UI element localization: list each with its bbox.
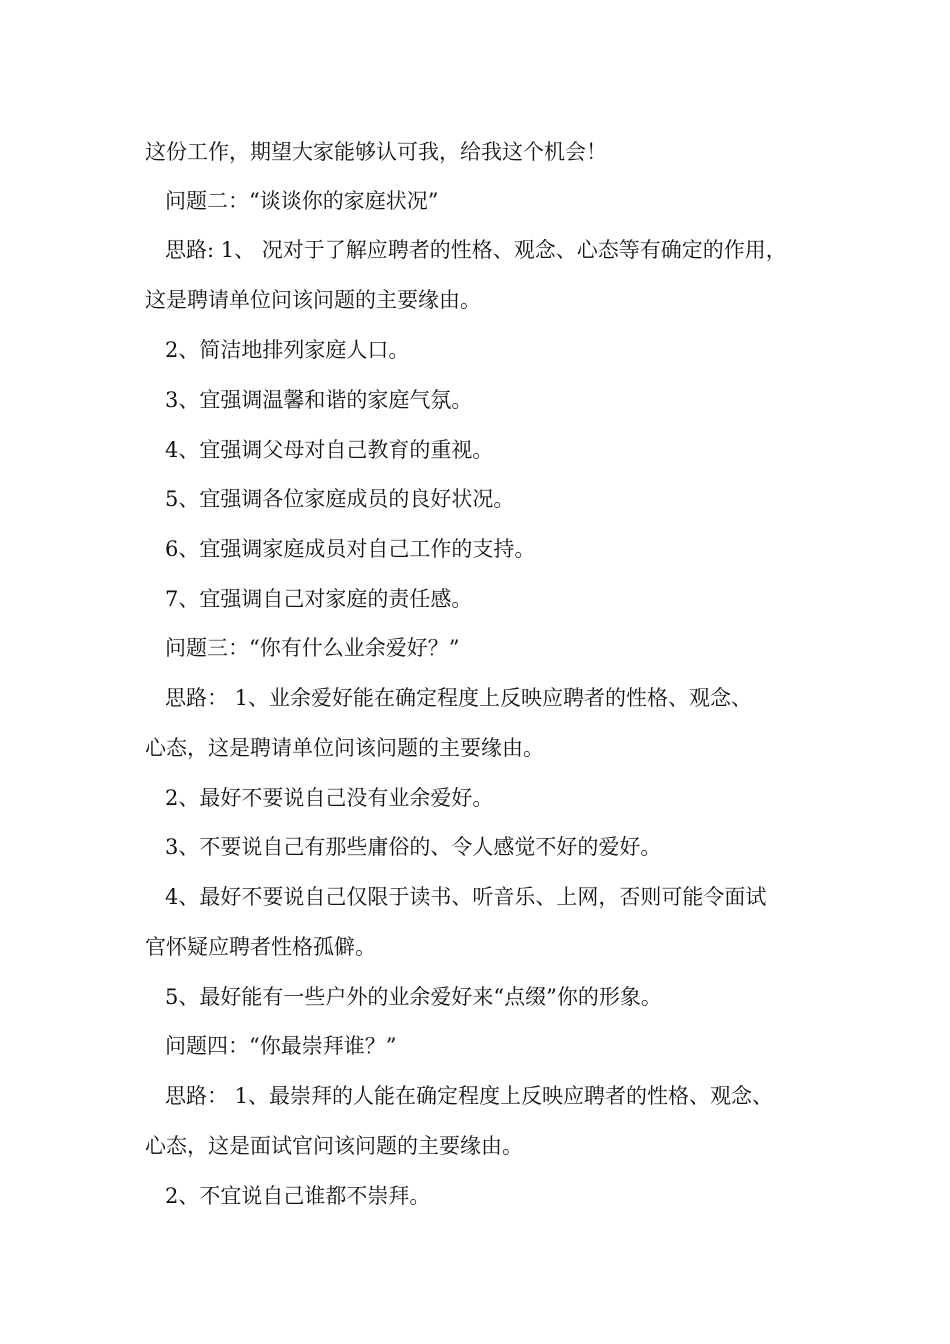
paragraph-line: 心态，这是聘请单位问该问题的主要缘由。 (145, 736, 544, 760)
paragraph-line: 这是聘请单位问该问题的主要缘由。 (145, 288, 481, 312)
list-item: 3、宜强调温馨和谐的家庭气氛。 (165, 388, 473, 412)
list-item: 5、最好能有一些户外的业余爱好来“点缀”你的形象。 (165, 985, 662, 1009)
question-heading: 问题二：“谈谈你的家庭状况” (165, 189, 439, 213)
list-item: 2、最好不要说自己没有业余爱好。 (165, 786, 494, 810)
list-item: 2、不宜说自己谁都不崇拜。 (165, 1184, 431, 1208)
paragraph-line: 心态，这是面试官问该问题的主要缘由。 (145, 1134, 523, 1158)
paragraph-line: 这份工作，期望大家能够认可我，给我这个机会！ (145, 140, 607, 164)
list-item: 4、最好不要说自己仅限于读书、听音乐、上网，否则可能令面试 (165, 885, 767, 909)
list-item: 4、宜强调父母对自己教育的重视。 (165, 438, 494, 462)
list-item: 5、宜强调各位家庭成员的良好状况。 (165, 487, 515, 511)
list-item: 2、简洁地排列家庭人口。 (165, 338, 410, 362)
question-heading: 问题四：“你最崇拜谁？” (165, 1034, 397, 1058)
paragraph-line: 官怀疑应聘者性格孤僻。 (145, 935, 376, 959)
paragraph-line: 思路: 1、 况对于了解应聘者的性格、观念、心态等有确定的作用， (165, 238, 787, 262)
list-item: 6、宜强调家庭成员对自己工作的支持。 (165, 537, 536, 561)
paragraph-line: 思路： 1、业余爱好能在确定程度上反映应聘者的性格、观念、 (165, 686, 753, 710)
list-item: 7、宜强调自己对家庭的责任感。 (165, 587, 473, 611)
question-heading: 问题三：“你有什么业余爱好？” (165, 636, 460, 660)
list-item: 3、不要说自己有那些庸俗的、令人感觉不好的爱好。 (165, 835, 662, 859)
paragraph-line: 思路： 1、最崇拜的人能在确定程度上反映应聘者的性格、观念、 (165, 1084, 774, 1108)
